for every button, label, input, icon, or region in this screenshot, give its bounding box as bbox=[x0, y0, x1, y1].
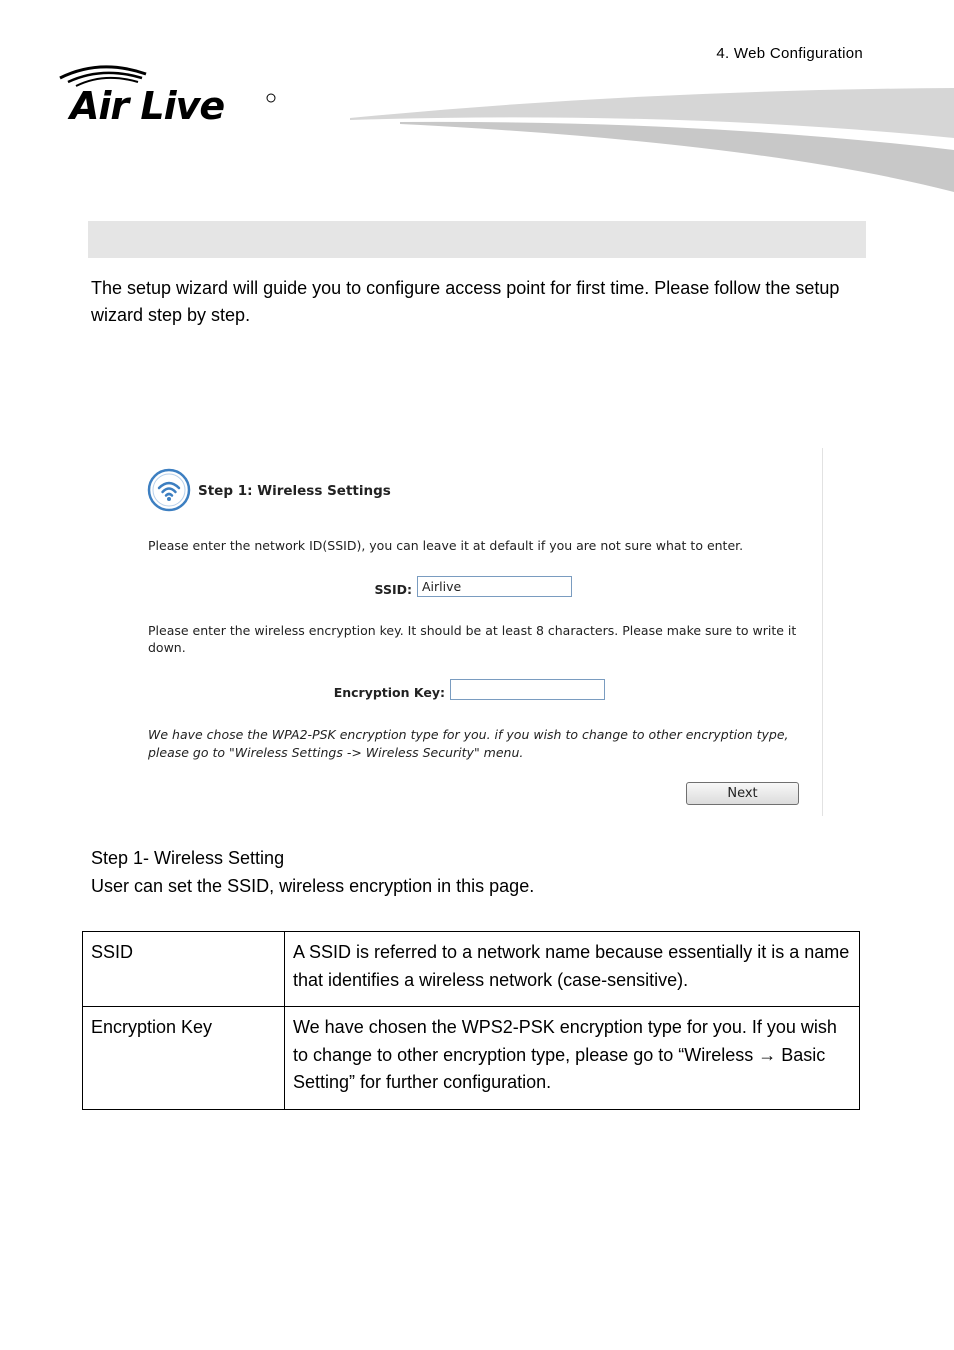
ssid-label: SSID: bbox=[374, 582, 412, 597]
ssid-prompt: Please enter the network ID(SSID), you can leave it at default if you are not sure what to enter. bbox=[148, 538, 744, 553]
chapter-header: 4. Web Configuration bbox=[716, 45, 863, 62]
encryption-key-label: Encryption Key: bbox=[333, 685, 445, 700]
step-caption: Step 1- Wireless Setting bbox=[91, 848, 285, 868]
table-description: A SSID is referred to a network name because essentially it is a name that identifies a wireless network (case-sensitive). bbox=[285, 932, 860, 1007]
wizard-screenshot bbox=[130, 448, 823, 816]
table-term: SSID bbox=[83, 932, 285, 1007]
header-swoosh bbox=[340, 80, 954, 210]
encryption-key-input[interactable] bbox=[450, 679, 605, 700]
table-row bbox=[83, 932, 860, 1007]
table-row bbox=[83, 1007, 860, 1110]
ssid-input[interactable] bbox=[417, 576, 572, 597]
airlive-logo bbox=[56, 60, 286, 130]
table-description: We have chosen the WPS2-PSK encryption type for you. If you wish to change to other encryption type, please go to “Wireless → Basic Setting” for further configuration. bbox=[285, 1007, 860, 1110]
table-term: Encryption Key bbox=[83, 1007, 285, 1110]
svg-text:Air Live: Air Live bbox=[70, 84, 225, 128]
encryption-note: We have chose the WPA2-PSK encryption type for you. if you wish to change to other encryption type, please go to "Wireless Settings -> Wireless Security" menu. bbox=[148, 727, 789, 760]
encryption-key-prompt: Please enter the wireless encryption key. It should be at least 8 characters. Please make sure to write it down. bbox=[148, 623, 797, 655]
wifi-icon bbox=[147, 468, 191, 512]
step-description: User can set the SSID, wireless encryption in this page. bbox=[91, 876, 535, 896]
next-button[interactable]: Next bbox=[686, 782, 799, 805]
intro-paragraph: The setup wizard will guide you to configure access point for first time. Please follow the setup wizard step by step. bbox=[91, 278, 840, 325]
section-heading-bar bbox=[88, 221, 866, 258]
settings-description-table bbox=[82, 931, 860, 1110]
step-title: Step 1: Wireless Settings bbox=[198, 483, 391, 499]
